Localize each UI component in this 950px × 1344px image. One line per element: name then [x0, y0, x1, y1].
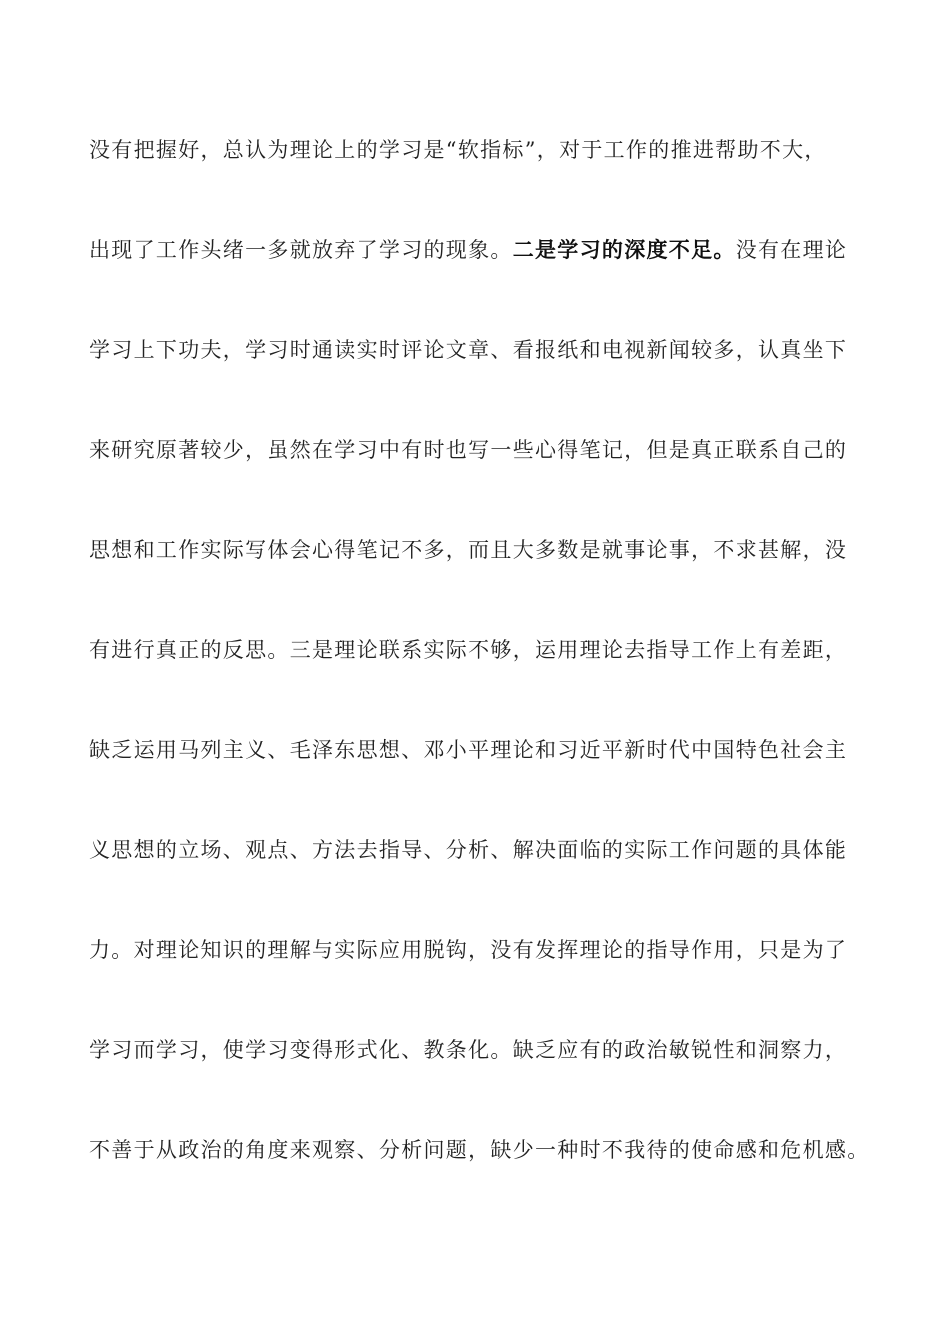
text-line: 有进行真正的反思。三是理论联系实际不够，运用理论去指导工作上有差距，: [89, 638, 848, 662]
text-line: 不善于从政治的角度来观察、分析问题，缺少一种时不我待的使命感和危机感。: [89, 1138, 870, 1162]
text-line: 学习而学习，使学习变得形式化、教条化。缺乏应有的政治敏锐性和洞察力，: [89, 1038, 848, 1062]
text-line: 没有把握好，总认为理论上的学习是“软指标”，对于工作的推进帮助不大，: [89, 138, 827, 162]
text-segment: 没有在理论: [735, 238, 848, 262]
body-paragraph: [89, 134, 870, 1234]
text-line: 学习上下功夫，学习时通读实时评论文章、看报纸和电视新闻较多，认真坐下: [89, 338, 848, 362]
text-line: 来研究原著较少，虽然在学习中有时也写一些心得笔记，但是真正联系自己的: [89, 438, 848, 462]
text-line: 缺乏运用马列主义、毛泽东思想、邓小平理论和习近平新时代中国特色社会主: [89, 738, 848, 762]
bold-heading: 二是学习的深度不足。: [512, 237, 736, 262]
text-segment: 出现了工作头绪一多就放弃了学习的现象。: [89, 238, 513, 262]
text-line: 义思想的立场、观点、方法去指导、分析、解决面临的实际工作问题的具体能: [89, 838, 848, 862]
text-line: [89, 234, 864, 334]
text-line: 力。对理论知识的理解与实际应用脱钩，没有发挥理论的指导作用，只是为了: [89, 938, 848, 962]
text-line: 思想和工作实际写体会心得笔记不多，而且大多数是就事论事，不求甚解，没: [89, 538, 848, 562]
